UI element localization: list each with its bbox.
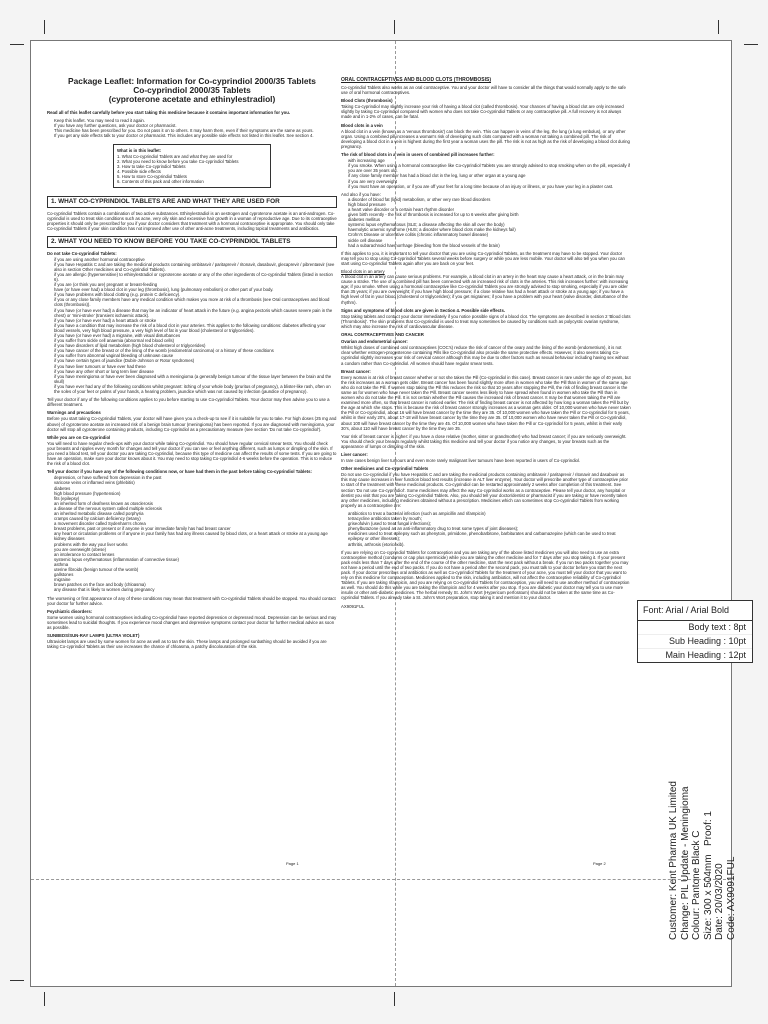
leaflet-title [47,77,337,104]
breast-cancer-risk: Your risk of breast cancer is higher: if you have a close relative (mother, sister or grandmother) who had breast cancer; if you are seriously overweight. You should check your breasts regularly whilst taking this medicine and tell your doctor if you notice any changes, to your breasts such as the appearance of lumps or dimpling of the skin. [341,433,627,449]
liver-cancer-heading: Liver cancer: [341,452,368,457]
list-item: • depression, or have suffered from depression in the past [54,475,337,480]
warnings-body: Before you start taking Co-cyprindiol Tablets, your doctor will have given you a check-up to see if it is suitable for you to take. For high doses (25 mg and above) of cyproterone acetate an increased risk of a benign brain tumour (meningioma) has been reported. If you are diagnosed with meningioma, your doctor will stop all cyproterone containing products, including Co-cyprindiol as a precautionary measure (see section 'Do not take Co-cyprindiol'). [47,416,337,432]
crop-mark [44,20,45,34]
artery-clot-body: A blood clot in an artery can cause serious problems. For example, a blood clot in an artery in the heart may cause a heart attack, or in the brain may cause a stroke. The use of a combined pill has been connected with an increased risk of clots in the arteries. This risk increases further: with increasing age; if you smoke. When using a hormonal contraceptive like Co-cyprindiol Tablets you are strongly advised to stop smoking, especially if you are older than 35 years; if you are overweight; if you have high blood pressure; if a close relative has had a heart attack or stroke at a young age; if you have a high level of fat in your blood (cholesterol or triglycerides); if you get migraines; if you have a problem with your heart (valve disorder, disturbance of the rhythm). [341,274,629,305]
list-item: • phenylbutazone (used as an anti-inflammatory drug to treat some types of joint diseases); [348,526,631,531]
list-item: • medicines used to treat epilepsy such as phenytoin, primidone, phenobarbitone, barbiturates and carbamazepine (which can be used to treat epilepsy or other illnesses); [348,531,631,541]
spec-proof: Proof: 1 [702,811,714,847]
crop-mark [394,992,395,1006]
list-item: • asthma [54,562,337,567]
list-item: • had a subarachnoid haemorrhage (bleeding from the blood vessels of the brain) [348,243,631,248]
other-medicines-list [341,511,631,547]
list-item: • if you have (or have ever had) a migraine, with visual disturbances [54,333,337,338]
contents-item: 6. Contents of this pack and other information [117,179,204,185]
list-item: • if you suffer from abnormal vaginal bleeding of unknown cause [54,353,337,358]
list-item: • if you have any other short or long term liver disease [54,369,337,374]
list-item: • arthritis, arthrosis (etoricoxib). [348,542,631,547]
blood-clots-intro: Co-cyprindiol Tablets also works as an oral contraceptive. You and your doctor will have to consider all the things that would normally apply to the safe use of oral hormonal contraceptives. [341,85,626,96]
font-spec-subheading: Sub Heading : 10pt [638,635,752,649]
list-item: • an inherited form of deafness known as otosclerosis [54,501,337,506]
sunbeds-heading: SUNBEDS/SUN-RAY LAMPS (ULTRA VIOLET) [47,633,140,639]
thrombosis-heading: Blood Clots (thrombosis) [341,98,393,104]
risk-heading: The risk of blood clots in a vein in users of combined pill increases further: [341,152,495,158]
page-number-1: Page 1 [286,861,299,866]
tell-doctor-heading: Tell your doctor if you have any of the following conditions now, or have had them in the past before taking Co-cyprindiol Tablets: [47,469,312,475]
list-item: • if you have cancer of the breast or of the lining of the womb (endometrial carcinoma) or a history of these conditions [54,348,337,353]
list-item: • uterine fibroids (benign tumour of the womb) [54,567,337,572]
list-item: • gallstones [54,572,337,577]
intro-bullets [47,118,337,138]
list-item: • if any close family member has had a blood clot in the leg, lung or other organ at a young age [348,173,631,178]
list-item: • if you are allergic (hypersensitive) to ethinylestradiol or cyproterone acetate or any of the other ingredients of Co-cyprindiol Tablets (listed in section 6). [54,272,337,282]
list-item: • a disorder of blood fat (lipid) metabolism, or other very rare blood disorders [348,197,631,202]
also-heading: And also if you have: [341,191,381,197]
list-item: • sickle cell disease [348,238,631,243]
leaflet-sheet [30,40,732,987]
crop-mark [10,44,24,45]
intro-bullet: • If you get any side effects talk to your doctor or pharmacist. This includes any possible side effects not listed in this leaflet. See section 4. [54,133,337,138]
vein-clot-body: A blood clot in a vein (known as a 'venous thrombosis') can block the vein. This can happen in veins of the leg, the lung (a lung embolus), or any other organ. Using a combined pill increases a woman's risk of developing such clots compared with a woman not taking a combined pill. The risk of developing a blood clot in a vein is highest during the first year a woman uses the pill. The risk is not as high as the risk of developing a blood clot during pregnancy. [341,128,630,149]
left-column [47,77,337,872]
list-item: • varicose veins or inflamed veins (phlebitis) [54,480,337,485]
spec-colour: Colour: Pantone Black C [691,830,702,940]
list-item: • if you have disorders of lipid metabolism (high blood cholesterol or triglycerides) [54,343,337,348]
also-list [341,197,631,248]
list-item: • problems with the way your liver works [54,542,337,547]
contents-title: What is in this leaflet: [117,148,162,154]
do-not-take-heading: Do not take Co-cyprindiol Tablets: [47,250,117,256]
ax-code: AX9091FUL [341,603,365,609]
other-medicines-footer: If you are relying on Co-cyprindiol Tablets for contraception and you are taking any of the above listed medicines you will also need to use an extra contraceptive method (condoms or cap plus spermicide) while you are taking the other medicine and for 7 days after you stop taking it. If your present pack ends less than 7 days after the end of the course of the other medicine, start the next pack without a break. If you run two packs together you may not have a period until the end of two packs. If you do not have a period after the second pack, you must talk to your doctor before you start the next pack. If your doctor prescribes oral antibiotics as well as Co-cyprindiol Tablets for the treatment of your acne, you must tell your doctor that you want to rely on this medicine for contraception. Medicines applied to the skin, including antibiotics, will not affect the contraceptive reliability of Co-cyprindiol Tablets. If you are taking rifampicin, and you are relying on Co-cyprindiol Tablets for contraception, you will need to use another method of contraception as well. You should do this while you are taking the rifampicin and for 4 weeks after you stop. If you are diabetic your doctor may tell you to use more insulin or other anti-diabetic medicines. The herbal remedy St. John's Wort (Hypericum perforatum) should not be taken at the same time as Co-cyprindiol Tablets. If you already take a St. John's Wort preparation, stop taking it and mention it to your doctor. [341,549,630,601]
list-item: • systemic lupus erythematosus (SLE; a disease affecting the skin all over the body) [348,222,631,227]
intro-bullet: • This medicine has been prescribed for you. Do not pass it on to others. It may harm them, even if their symptoms are the same as yours. [54,128,337,133]
font-spec-box [637,600,753,663]
title-line-3: (cyproterone acetate and ethinylestradiol) [108,94,276,104]
crop-mark [744,44,758,45]
list-item: • if you must have an operation, or if you are off your feet for a long time because of an injury or illness, or you have your leg in a plaster cast. [348,184,631,189]
list-item: • an inherited metabolic disease called porphyria [54,511,337,516]
list-item: • given birth recently - the risk of thrombosis is increased for up to 6 weeks after giving birth [348,212,631,217]
list-item: • brown patches on the face and body (chloasma) [54,582,337,587]
list-item: • systemic lupus erythematosus (inflammation of connective tissue) [54,557,337,562]
fold-line-horizontal [31,879,731,880]
do-not-take-list [47,257,337,395]
contents-item: 1. What Co-cyprindiol Tablets are and what they are used for [117,153,233,159]
intro-bullet: • Keep this leaflet. You may need to read it again. [54,118,337,123]
spec-change: Change: PIL Update - Meningioma [679,786,691,940]
crop-mark [44,992,45,1006]
crop-mark [718,20,719,34]
ovarian-heading: Ovarian and endometrial cancer: [341,339,408,345]
font-spec-mainheading: Main Heading : 12pt [665,650,746,660]
right-column [341,77,631,872]
list-item: • if you have certain types of jaundice (Dubin-Johnson or Rotor syndromes) [54,358,337,363]
do-not-take-footer: Tell your doctor if any of the following conditions applies to you before starting to use Co-cyprindiol Tablets. Your doctor may then advise you to use a different treatment. [47,397,330,408]
intro-text: Read all of this leaflet carefully before you start taking this medicine because it contains important information for you. [47,110,291,115]
section-1-heading: 1. WHAT CO-CYPRINDIOL TABLETS ARE AND WHAT THEY ARE USED FOR [47,196,337,208]
section-2-heading: 2. WHAT YOU NEED TO KNOW BEFORE YOU TAKE CO-CYPRINDIOL TABLETS [47,236,337,248]
list-item: • have (or have ever had) a blood clot in your leg (thrombosis), lung (pulmonary embolism) or other part of your body. [54,287,337,292]
psychiatric-body: Some women using hormonal contraceptives including Co-cyprindiol have reported depression or depressed mood. Depression can be serious and may sometimes lead to suicidal thoughts. If you experience mood changes and depressive symptoms contact your doctor for further medical advice as soon as possible. [47,614,337,630]
list-item: • any disease that is likely to worsen during pregnancy [54,587,337,592]
sunbeds-body: Ultraviolet lamps are used by some women for acne as well as to tan the skin. These lamps and prolonged sunbathing should be avoided if you are taking Co-cyprindiol Tablets as their use increases the chance of chloasma, a patchy discolouration of the skin. [47,639,327,650]
list-item: • tetracycline antibiotics taken by mouth; [348,516,631,521]
spec-date: Date: 20/03/2020 [714,863,725,940]
list-item: • high blood pressure (hypertension) [54,491,337,496]
list-item: • breast problems, past or present or if anyone in your immediate family has had breast cancer [54,526,337,531]
list-item: • kidney diseases [54,536,337,541]
vein-clot-heading: Blood clots in a vein [341,122,383,128]
while-on-heading: While you are on Co-cyprindiol [47,434,111,440]
list-item: • if you have liver tumours or have ever had these [54,364,337,369]
thrombosis-body: Taking Co-cyprindiol may slightly increase your risk of having a blood clot (called thrombosis). Your chances of having a blood clot are only increased slightly by taking Co-cyprindiol compared with women who does not take Co-cyprindiol Tablets or any contraceptive pill. A full recovery is not always made and in 1-2% of cases, can be fatal. [341,104,624,120]
list-item: • if you have Hepatitis C and are taking the medicinal products containing ombitasvir / paritaprevir / ritonavir, dasabuvir, glecaprevir / pibrentasvir (see also in section Other medicines and Co-cyprindiol Tablets). [54,262,337,272]
list-item: • antibiotics to treat a bacterial infection (such as ampicillin and rifampicin) [348,511,631,516]
list-item: • a heart valve disorder or a certain heart rhythm disorder [348,207,631,212]
also-footer: If this applies to you, it is important to tell your doctor that you are using Co-cyprindiol Tablets, as the treatment may have to be stopped. Your doctor may tell you to stop using Co-cyprindiol Tablets several weeks before surgery or while you are less mobile. Your doctor will also tell you when you can start using Co-cyprindiol Tablets again after you are back on your feet. [341,250,625,266]
contents-box [113,144,271,188]
list-item: • if you suffer from sickle cell anaemia (abnormal red blood cells) [54,338,337,343]
tell-doctor-list [47,475,337,592]
breast-cancer-body: Every woman is at risk of breast cancer whether or not she takes the Pill (Co-cyprindiol in this case). Breast cancer is rare under the age of 40 years, but the risk increases as a woman gets older. Breast cancer has been found slightly more often in women who take the Pill than in women of the same age who do not take the Pill. If women stop taking the Pill this reduces the risk so that 10 years after stopping the Pill, the risk of finding breast cancer is the same as for women who have never taken the Pill. Breast cancer seems less likely to have spread when found in women who take the Pill than in women who do not take the Pill. It is not certain whether the Pill causes the increased risk of breast cancer. It may be that women taking the Pill are examined more often, so that breast cancer is noticed earlier. The risk of finding breast cancer is not affected by how long a woman takes the Pill but by the age at which she stops. This is because the risk of breast cancer strongly increases as a woman gets older. Of 10,000 women who have never taken the Pill or Co-cyprindiol, about 16 will have breast cancer by the time they are 35. Of 10,000 women who have taken the Pill or Co-cyprindiol for 5 years, whilst in their early 20's, about 17-18 will have breast cancer by the time they are 35. Of 10,000 women who have never taken the Pill or Co-cyprindiol, about 100 will have breast cancer by the time they are 45. Of 10,000 women who have taken the Pill or Co-cyprindiol for 5 years, whilst in their early 30's, about 110 will have breast cancer by the time they are 35. [341,374,631,431]
list-item: • cramps caused by calcium deficiency (tetany) [54,516,337,521]
list-item: • diabetes mellitus [348,217,631,222]
crop-mark [394,20,395,34]
font-spec-body: Body text : 8pt [638,621,752,635]
list-item: • if you smoke. When using a hormonal contraceptive like Co-cyprindiol Tablets you are strongly advised to stop smoking when on the pill, especially if you are over 35 years old. [348,163,631,173]
other-medicines-body: Do not use Co-cyprindiol if you have Hepatitis C and are taking the medicinal products containing ombitasvir / paritaprevir / ritonavir and dasabuvir as this may cause increases in liver function blood test results (increase in ALT liver enzyme). Your doctor will prescribe another type of contraceptive prior to start of the treatment with these medicinal products. Co-cyprindiol can be restarted approximately 2 weeks after completion of this treatment. See section 'Do not use Co-cyprindiol'. Some medicines may affect the way Co-cyprindiol works as a contraceptive. Please tell your doctor, any hospital or dentist you visit that you are taking Co-cyprindiol Tablets. Also, you should tell your doctor/dentist or pharmacist if you are taking or have recently taken any other medicines, including medicines obtained without a prescription. Medicines which can sometimes stop Co-cyprindiol Tablets from working properly as a contraceptive are: [341,472,628,508]
artery-clot-heading: Blood clots in an artery [341,269,385,274]
list-item: • if you are (or think you are) pregnant or breast-feeding [54,282,337,287]
list-item: • migraine [54,577,337,582]
list-item: • griseofulvin (used to treat fungal infections); [348,521,631,526]
list-item: • if you are very overweight [348,179,631,184]
list-item: • if you have problems with blood clotting (e.g. protein C deficiency). [54,292,337,297]
warnings-heading: Warnings and precautions [47,410,101,416]
liver-cancer-body: In rare cases benign liver tumours and even more rarely malignant liver tumours have been reported in users of Co-cyprindiol. [341,458,581,464]
list-item: • if you have ever had any of the following conditions whilst pregnant: itching of your whole body (pruritus of pregnancy), a blister-like rash, often on the soles of your feet or palms of your hands, a hearing problem, jaundice which was not caused by infection (jaundice of pregnancy). [54,384,337,394]
contents-item: 3. How to take Co-cyprindiol Tablets [117,163,186,169]
title-line-1: Package Leaflet: Information for Co-cyprindiol 2000/35 Tablets [68,77,316,86]
signs-heading: Signs and symptoms of blood clots are given in Section 4. Possible side effects. [341,307,506,313]
list-item: • Crohn's Disease or ulcerative colitis (chronic inflammatory bowel disease) [348,232,631,237]
psychiatric-heading: Psychiatric disorders: [47,608,93,614]
font-spec-title: Font: Arial / Arial Bold [638,601,752,621]
list-item: • an intolerance to contact lenses [54,552,337,557]
spec-size-proof [703,781,715,940]
cancer-heading: ORAL CONTRACEPTIVES AND CANCER [341,332,424,338]
list-item: • high blood pressure [348,202,631,207]
page-number-2: Page 2 [593,861,606,866]
crop-mark [10,980,24,981]
list-item: • fits (epilepsy) [54,496,337,501]
list-item: • diabetes [54,486,337,491]
list-item: • if you are using another hormonal contraceptive [54,257,337,262]
section-1-body: Co-cyprindiol Tablets contain a combination of two active substances. Ethinylestradiol is an oestrogen and cyproterone acetate is an anti-androgen. Co-cyprindiol is used to treat skin conditions such as acne, very oily skin and excessive hair growth in a woman of reproductive age. Due to its contraceptive properties it should only be prescribed for you if your doctor considers that treatment with a hormonal contraceptive is appropriate. You should only take Co-cyprindiol Tablets if your skin condition has not improved after use of other anti-acne treatments, including topical treatments and antibiotics. [47,211,337,232]
contents-item: 4. Possible side effects [117,168,161,174]
tell-doctor-footer: The worsening or first appearance of any of these conditions may mean that treatment with Co-cyprindiol Tablets should be stopped. You should contact your doctor for further advice. [47,595,336,606]
list-item: • you are overweight (obese) [54,547,337,552]
list-item: • any heart or circulation problems or if anyone in your family has had any illness caused by blood clots, or a heart attack or stroke at a young age [54,531,337,536]
title-line-2: Co-cyprindiol 2000/35 Tablets [133,85,251,95]
breast-cancer-heading: Breast cancer: [341,368,371,374]
spec-customer: Customer: Kent Pharma UK Limited [668,781,679,940]
while-on-body: You will need to have regular check-ups with your doctor while taking Co-cyprindiol. You should have regular cervical smear tests. You should check your breasts and nipples every month for changes and tell your doctor if you can see or feel anything different, such as lumps or dimpling of the skin. If you need a blood test, tell your doctor you are taking Co-cyprindiol, because this type of medicine can affect the results of some tests. If you are going to have an operation, make sure your doctor knows about it. You may need to stop taking Co-cyprindiol 4-6 weeks before the operation. This is to reduce the risk of a blood clot. [47,440,337,467]
list-item: • if you have meningioma or have ever been diagnosed with a meningioma (a generally benign tumour of the tissue layer between the brain and the skull) [54,374,337,384]
blood-clots-section-heading: ORAL CONTRACEPTIVES AND BLOOD CLOTS (THROMBOSIS) [341,77,491,83]
signs-body: Stop taking tablets and contact your doctor immediately if you notice possible signs of a blood clot. The symptoms are described in section 2 'Blood clots (Thrombosis)'. The skin problems that Co-cyprindiol is used to treat may sometimes be caused by conditions such as polycystic ovarian syndrome, which may also increase the risk of cardiovascular disease. [341,313,631,329]
contents-item: 2. What you need to know before you take Co-cyprindiol Tablets [117,158,239,164]
risk-list [341,158,631,189]
list-item: • a disease of the nervous system called multiple sclerosis [54,506,337,511]
spec-size: Size: 300 x 504mm [702,854,714,940]
list-item: • with increasing age [348,158,631,163]
list-item: • if you have (or have ever had) a heart attack or stroke [54,318,337,323]
spec-code: Code: AX9091FUL [725,856,737,940]
list-item: • if you or any close family members have any medical condition which makes you more at risk of a thrombosis (see Oral contraceptives and blood clots (thrombosis)). [54,297,337,307]
list-item: • a movement disorder called Sydenham's chorea [54,521,337,526]
list-item: • if you have (or have ever had) a disease that may be an indicator of heart attack in the future (e.g. angina pectoris which causes severe pain in the chest) or 'mini-stroke' (transient ischaemic attack). [54,308,337,318]
list-item: • haemolytic uraemic syndrome (HUS; a disorder where blood clots make the kidneys fail) [348,227,631,232]
ovarian-body: Whilst high doses of combined oral contraceptives (COC's) reduce the risk of cancer of the ovary and the lining of the womb (endometrium), it is not clear whether estrogen-progesterone containing Pills like Co-cyprindiol also provide the same protective effects. However, it also seems taking Co-cyprindiol slightly increases your risk of cervical cancer although this may be due to other factors such as sexual behaviour including having sex without a condom rather than Co-cyprindiol. All women should have regular smear tests. [341,345,629,366]
artwork-spec-block [668,781,737,940]
list-item: • if you have a condition that may increase the risk of a blood clot in your arteries. This applies to the following conditions: diabetes affecting your blood vessels, very high blood pressure, a very high level of fat in your blood (cholesterol or triglycerides). [54,323,337,333]
intro-bullet: • If you have any further questions, ask your doctor or pharmacist. [54,123,337,128]
other-medicines-heading: Other medicines and Co-cyprindiol Tablets [341,466,429,472]
contents-item: 5. How to store Co-cyprindiol Tablets [117,173,187,179]
